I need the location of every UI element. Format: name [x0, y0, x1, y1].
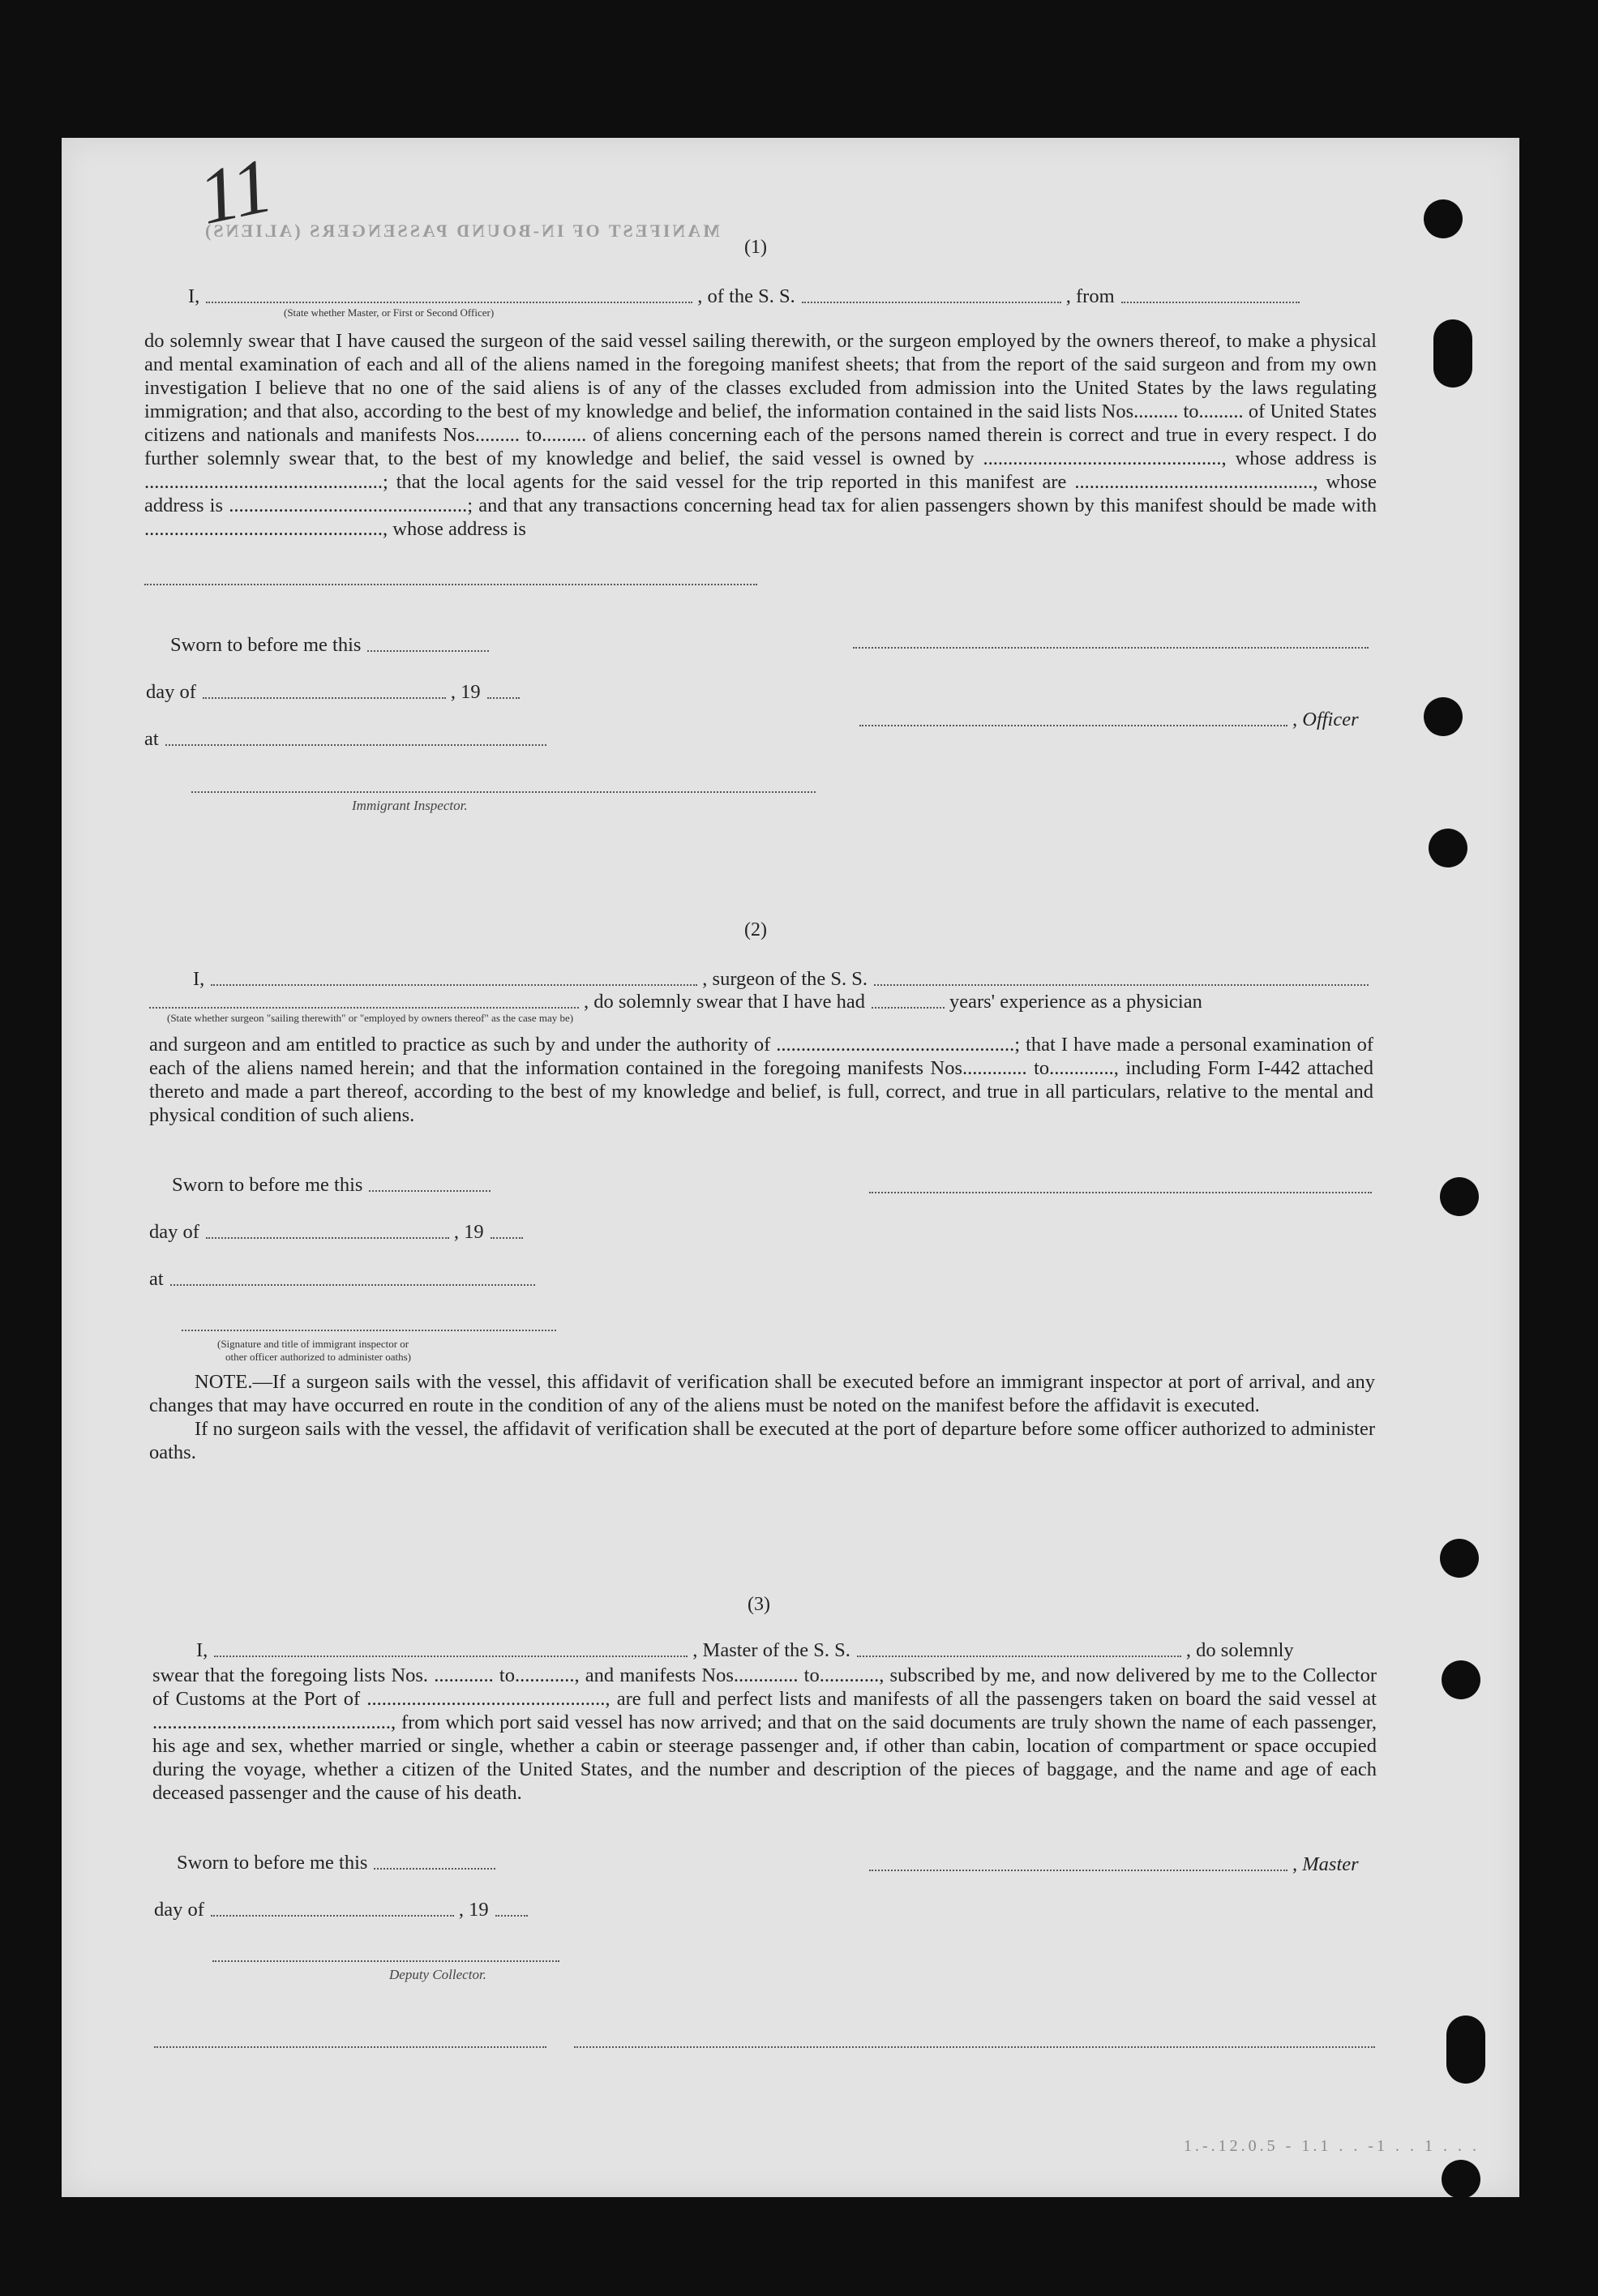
officer-signature-blank[interactable]	[859, 725, 1287, 726]
year-blank-3[interactable]	[495, 1915, 528, 1917]
punch-hole	[1442, 1660, 1480, 1699]
punch-hole	[1433, 319, 1472, 388]
day-of-label: day of	[146, 681, 196, 703]
note-paragraph-1: NOTE.—If a surgeon sails with the vessel, this affidavit of verification shall be executed before an immigrant inspector at port of arrival, and any changes that may have occurred en route in the condition of any of the aliens must be noted on the manifest before the affidavit is executed.	[149, 1371, 1375, 1416]
officer-oath-signature-line[interactable]	[182, 1330, 556, 1331]
section-3-number: (3)	[748, 1594, 770, 1615]
immigrant-inspector-caption: Immigrant Inspector.	[352, 798, 468, 813]
sworn-line-2	[172, 1174, 495, 1197]
master-of-ss-label: , Master of the S. S.	[692, 1639, 850, 1661]
at-label: at	[144, 728, 159, 750]
surgeon-status-blank[interactable]	[149, 1007, 579, 1009]
section-3-i-label: I,	[196, 1639, 208, 1661]
surgeon-caption: (State whether surgeon "sailing therewith" or "employed by owners thereof" as the case may be)	[167, 1012, 574, 1024]
section-1-oath-text	[144, 329, 1377, 541]
day-of-label-2: day of	[149, 1221, 199, 1243]
section-2-note	[149, 1370, 1375, 1464]
surgeon-name-blank[interactable]	[211, 984, 697, 986]
sworn-date-blank-3[interactable]	[374, 1868, 495, 1870]
officer-signature-line	[853, 709, 1359, 731]
section-2-number: (2)	[744, 919, 767, 940]
year-label: , 19	[450, 681, 481, 703]
handwritten-mark: 11	[191, 140, 281, 242]
section-3-body: swear that the foregoing lists Nos. ............ to............, and manifests Nos............. to............, subscribed by me, and now delivered by me to the Collector of Customs at the Port of ................................................, are full and perfect lists and manifests of all the passengers taken on board the said vessel at ................................................, from which port said vessel has now arrived; and that on the said documents are truly shown the name of each passenger, his age and sex, whether married or single, whether a cabin or steerage passenger and, if other than cabin, location of compartment or space occupied during the voyage, whether a citizen of the United States, and the number and description of the pieces of baggage, and the name and age of each deceased passenger and the cause of his death.	[152, 1664, 1377, 1804]
punch-hole	[1424, 199, 1463, 238]
from-port-blank[interactable]	[1121, 302, 1300, 303]
sworn-label-3: Sworn to before me this	[177, 1852, 368, 1874]
section-3-first-line	[196, 1639, 1377, 1662]
day-of-line-3	[154, 1899, 533, 1921]
deputy-collector-signature-line[interactable]	[212, 1960, 559, 1962]
sworn-label-2: Sworn to before me this	[172, 1174, 363, 1196]
day-of-blank[interactable]	[203, 697, 446, 699]
section-2-i-label: I,	[193, 968, 205, 990]
officer-name-blank[interactable]	[206, 302, 692, 303]
year-label-3: , 19	[458, 1899, 489, 1921]
at-line-1	[144, 728, 551, 751]
section-1-signature-line[interactable]	[853, 647, 1369, 649]
punch-hole	[1442, 2160, 1480, 2199]
section-1-address-blank[interactable]	[144, 584, 757, 585]
section-2-signature-line[interactable]	[869, 1192, 1372, 1193]
faint-footer-stamp: 1.-.12.0.5 - 1.1 . . -1 . . 1 . . .	[1184, 2137, 1480, 2155]
at-place-blank[interactable]	[165, 744, 546, 746]
section-1-body: do solemnly swear that I have caused the surgeon of the said vessel sailing therewith, or the surgeon employed by the owners thereof, to make a physical and mental examination of each and all of the aliens named in the foregoing manifest sheets; that from the report of the said surgeon and from my own investigation I believe that no one of the said aliens is of any of the classes excluded from admission into the United States by the laws regulating immigration; and that also, according to the best of my knowledge and belief, the information contained in the said lists Nos......... to......... of United States citizens and nationals and manifests Nos......... to......... of aliens concerning each of the persons named therein is correct and true in every respect. I do further solemnly swear that, to the best of my knowledge and belief, the said vessel is owned by ................................................, whose address is ................................................; that the local agents for the said vessel for the trip reported in this manifest are ................................................, whose address is ................................................; and that any transactions concerning head tax for alien passengers shown by this manifest should be made with ................................................, whose address is	[144, 330, 1377, 540]
master-label: , Master	[1292, 1853, 1359, 1875]
day-of-line-1	[146, 681, 525, 704]
day-of-line-2	[149, 1221, 528, 1244]
solemnly-swear-label: , do solemnly swear that I have had	[584, 991, 865, 1013]
section-1-i-label: I,	[188, 285, 200, 307]
section-2-oath-text	[149, 1033, 1373, 1127]
year-blank[interactable]	[487, 697, 520, 699]
bottom-rule-left	[154, 2046, 546, 2048]
years-experience-blank[interactable]	[872, 1007, 945, 1009]
year-blank-2[interactable]	[491, 1237, 523, 1239]
day-of-label-3: day of	[154, 1899, 204, 1921]
section-1-number: (1)	[744, 237, 767, 258]
at-line-2	[149, 1268, 540, 1291]
from-label: , from	[1065, 285, 1115, 307]
punch-hole	[1440, 1539, 1479, 1578]
at-label-2: at	[149, 1268, 164, 1290]
officer-caption: (State whether Master, or First or Second Officer)	[284, 306, 495, 319]
punch-hole	[1446, 2015, 1485, 2084]
deputy-collector-caption: Deputy Collector.	[389, 1967, 486, 1982]
sworn-date-blank[interactable]	[367, 650, 489, 652]
surgeon-of-ss-label: , surgeon of the S. S.	[702, 968, 868, 990]
ss-label: , of the S. S.	[697, 285, 795, 307]
surgeon-vessel-blank[interactable]	[874, 984, 1369, 986]
year-label-2: , 19	[453, 1221, 484, 1243]
sworn-line-3	[177, 1852, 500, 1874]
master-name-blank[interactable]	[214, 1656, 688, 1657]
at-place-blank-2[interactable]	[170, 1284, 535, 1286]
signature-caption-2: other officer authorized to administer oaths)	[225, 1351, 411, 1363]
note-paragraph-2: If no surgeon sails with the vessel, the affidavit of verification shall be executed at the port of departure before some officer authorized to administer oaths.	[149, 1418, 1375, 1463]
section-1-first-line	[188, 285, 1372, 308]
section-2-first-line	[193, 968, 1373, 991]
day-of-blank-3[interactable]	[211, 1915, 454, 1917]
master-vessel-blank[interactable]	[857, 1656, 1181, 1657]
sworn-label: Sworn to before me this	[170, 634, 362, 656]
years-experience-label: years' experience as a physician	[949, 991, 1202, 1013]
sworn-line-1	[170, 634, 494, 657]
bleed-through-header: MANIFEST OF IN-BOUND PASSENGERS (ALIENS)	[203, 221, 720, 241]
signature-caption-1: (Signature and title of immigrant inspector or	[217, 1338, 409, 1350]
punch-hole	[1424, 697, 1463, 736]
sworn-date-blank-2[interactable]	[369, 1190, 491, 1192]
day-of-blank-2[interactable]	[206, 1237, 449, 1239]
master-signature-line	[869, 1853, 1359, 1876]
vessel-name-blank[interactable]	[802, 302, 1061, 303]
master-signature-blank[interactable]	[869, 1870, 1287, 1871]
bottom-rule-right	[574, 2046, 1375, 2048]
punch-hole	[1440, 1177, 1479, 1216]
section-2-body: and surgeon and am entitled to practice as such by and under the authority of ................................................; that I have made a personal examination of each of the aliens named herein; and that the information contained in the foregoing manifests Nos............. to............., including Form I-442 attached thereto and made a part thereof, according to the best of my knowledge and belief, is full, correct, and true in all particulars, relative to the mental and physical condition of such aliens.	[149, 1034, 1373, 1126]
do-solemnly-label: , do solemnly	[1185, 1639, 1294, 1661]
section-3-oath-text	[152, 1664, 1377, 1805]
punch-hole	[1429, 829, 1467, 867]
section-2-second-line	[149, 991, 1373, 1013]
inspector-signature-line[interactable]	[191, 791, 816, 793]
officer-label: , Officer	[1292, 709, 1359, 730]
